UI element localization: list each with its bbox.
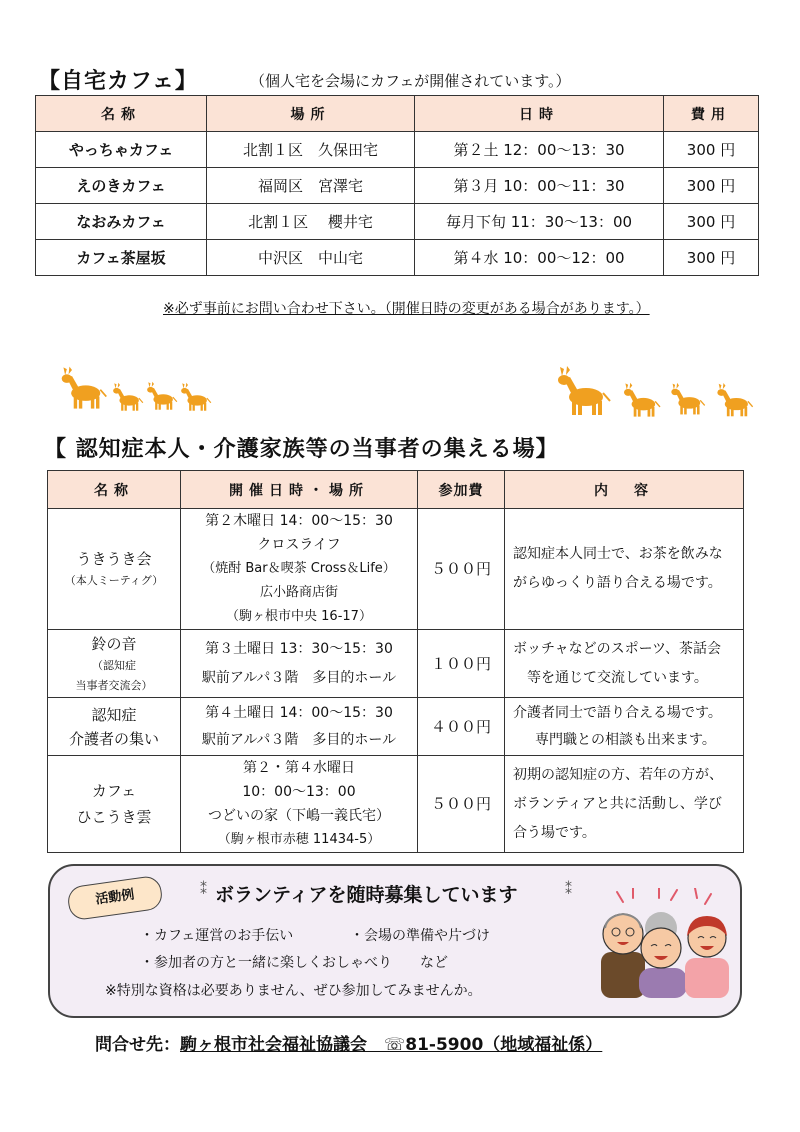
time-place-line: （駒ヶ根市中央 16-17）	[226, 609, 372, 624]
cafe-place: 北割１区 櫻井宅	[207, 204, 415, 240]
content-line: 等を通じて交流しています。	[527, 669, 708, 686]
cafe-note: ※必ず事前にお問い合わせ下さい。（開催日時の変更がある場合があります。）	[163, 301, 650, 317]
time-place-line: 第２・第４水曜日	[243, 760, 355, 776]
group-name-sub: （本人ミーティグ）	[64, 574, 164, 587]
cafe-fee: 300 円	[664, 240, 759, 276]
table-row	[36, 132, 759, 168]
col-header-time-place: 開催日時・場所	[181, 471, 418, 509]
content-line: 合う場です。	[513, 824, 596, 841]
content-line: 認知症本人同士で、お茶を飲みな	[513, 546, 723, 562]
content-line: ボランティアと共に活動し、学び	[513, 795, 722, 812]
donkey-icon	[112, 380, 144, 414]
cafe-time: 第２土 12：00〜13：30	[415, 132, 664, 168]
content-line: がらゆっくり語り合える場です。	[513, 575, 722, 591]
content-line: 介護者同士で語り合える場です。	[513, 704, 722, 721]
cafe-fee: 300 円	[664, 204, 759, 240]
time-place-line: 10：00〜13：00	[242, 784, 356, 800]
contact-org: 駒ヶ根市社会福祉協議会 ☏81-5900（地域福祉係）	[180, 1035, 603, 1055]
time-place-line: 第４土曜日 14：00〜15：30	[205, 704, 393, 721]
time-place-line: 第２木曜日 14：00〜15：30	[205, 513, 393, 529]
time-place-line: クロスライフ	[257, 537, 341, 553]
cafe-name: やっちゃカフェ	[36, 132, 207, 168]
donkey-icon	[670, 380, 706, 418]
cafe-section-title: 【自宅カフェ】	[38, 69, 198, 94]
group-fee: ５００円	[418, 509, 505, 630]
col-header-fee: 費用	[664, 96, 759, 132]
group-fee: ４００円	[418, 698, 505, 756]
donkey-icon	[60, 362, 108, 414]
col-header-time: 日時	[415, 96, 664, 132]
col-header-place: 場所	[207, 96, 415, 132]
care-table-header	[48, 471, 744, 509]
time-place-line: （焼酎 Bar＆喫茶 Cross＆Life）	[202, 561, 396, 576]
volunteer-title: ボランティアを随時募集しています	[215, 884, 518, 906]
contact-line	[95, 1030, 602, 1055]
contact-label: 問合せ先：	[95, 1035, 180, 1055]
time-place-cell	[181, 756, 418, 853]
group-name-cell	[48, 698, 181, 756]
cafe-time: 第３月 10：00〜11：30	[415, 168, 664, 204]
cafe-place: 中沢区 中山宅	[207, 240, 415, 276]
donkey-icon	[556, 362, 612, 420]
cafe-fee: 300 円	[664, 168, 759, 204]
time-place-line: 第３土曜日 13：30〜15：30	[205, 640, 393, 657]
donkey-icon	[180, 380, 212, 414]
time-place-line: 駅前アルパ３階 多目的ホール	[201, 669, 397, 686]
cafe-name: なおみカフェ	[36, 204, 207, 240]
time-place-cell	[181, 630, 418, 698]
group-name: ひこうき雲	[76, 808, 152, 826]
donkey-icon	[146, 378, 178, 414]
col-header-name: 名称	[48, 471, 181, 509]
table-row	[48, 698, 744, 756]
col-header-content: 内 容	[505, 471, 744, 509]
group-name: 鈴の音	[91, 634, 137, 653]
volunteer-note: ※特別な資格は必要ありません、ぜひ参加してみませんか。	[105, 983, 482, 999]
time-place-line: 駅前アルパ３階 多目的ホール	[201, 731, 397, 748]
col-header-name: 名称	[36, 96, 207, 132]
table-row	[48, 630, 744, 698]
content-cell	[505, 509, 744, 630]
table-row	[36, 204, 759, 240]
time-place-line: 広小路商店街	[259, 585, 338, 600]
group-name-cell	[48, 630, 181, 698]
table-row	[48, 509, 744, 630]
group-name: カフェ	[91, 782, 137, 800]
cafe-fee: 300 円	[664, 132, 759, 168]
group-name-sub: （認知症	[92, 658, 136, 672]
col-header-fee: 参加費	[418, 471, 505, 509]
activity-badge: 活動例	[66, 875, 164, 922]
group-name: うきうき会	[76, 550, 152, 568]
time-place-cell	[181, 509, 418, 630]
cafe-time: 毎月下旬 11：30〜13：00	[415, 204, 664, 240]
donkey-icon	[716, 382, 754, 418]
care-section-title: 【 認知症本人・介護家族等の当事者の集える場】	[44, 437, 559, 462]
content-cell	[505, 756, 744, 853]
volunteer-item: ・カフェ運営のお手伝い	[140, 928, 294, 944]
volunteer-item: ・会場の準備や片づけ	[350, 928, 490, 944]
cafe-place: 北割１区 久保田宅	[207, 132, 415, 168]
cafe-name: えのきカフェ	[36, 168, 207, 204]
content-line: 初期の認知症の方、若年の方が、	[513, 766, 723, 783]
group-name-sub: 当事者交流会）	[75, 678, 153, 692]
sparkle-icon: ⁑	[565, 882, 572, 898]
group-name: 認知症	[91, 705, 137, 724]
time-place-line: （駒ヶ根市赤穂 11434-5）	[217, 832, 381, 847]
table-row	[36, 168, 759, 204]
group-name-cell	[48, 756, 181, 853]
cafe-table-header	[36, 96, 759, 132]
donkey-icon	[622, 382, 662, 418]
group-name: 介護者の集い	[68, 729, 159, 748]
cafe-name: カフェ茶屋坂	[36, 240, 207, 276]
table-row	[48, 756, 744, 853]
time-place-cell	[181, 698, 418, 756]
group-fee: ５００円	[418, 756, 505, 853]
time-place-line: つどいの家（下嶋一義氏宅）	[208, 808, 390, 824]
cafe-section-subtitle: （個人宅を会場にカフェが開催されています。）	[250, 72, 571, 90]
content-cell	[505, 698, 744, 756]
cafe-table	[35, 95, 759, 276]
table-row	[36, 240, 759, 276]
content-cell	[505, 630, 744, 698]
elderly-group-illustration	[593, 888, 733, 1000]
sparkle-icon: ⁑	[200, 882, 207, 898]
content-line: ボッチャなどのスポーツ、茶話会	[513, 640, 722, 657]
group-name-cell	[48, 509, 181, 630]
cafe-time: 第４水 10：00〜12：00	[415, 240, 664, 276]
cafe-place: 福岡区 宮澤宅	[207, 168, 415, 204]
group-fee: １００円	[418, 630, 505, 698]
care-table	[47, 470, 744, 853]
volunteer-item: ・参加者の方と一緒に楽しくおしゃべり など	[140, 955, 448, 971]
content-line: 専門職との相談も出来ます。	[535, 731, 716, 748]
